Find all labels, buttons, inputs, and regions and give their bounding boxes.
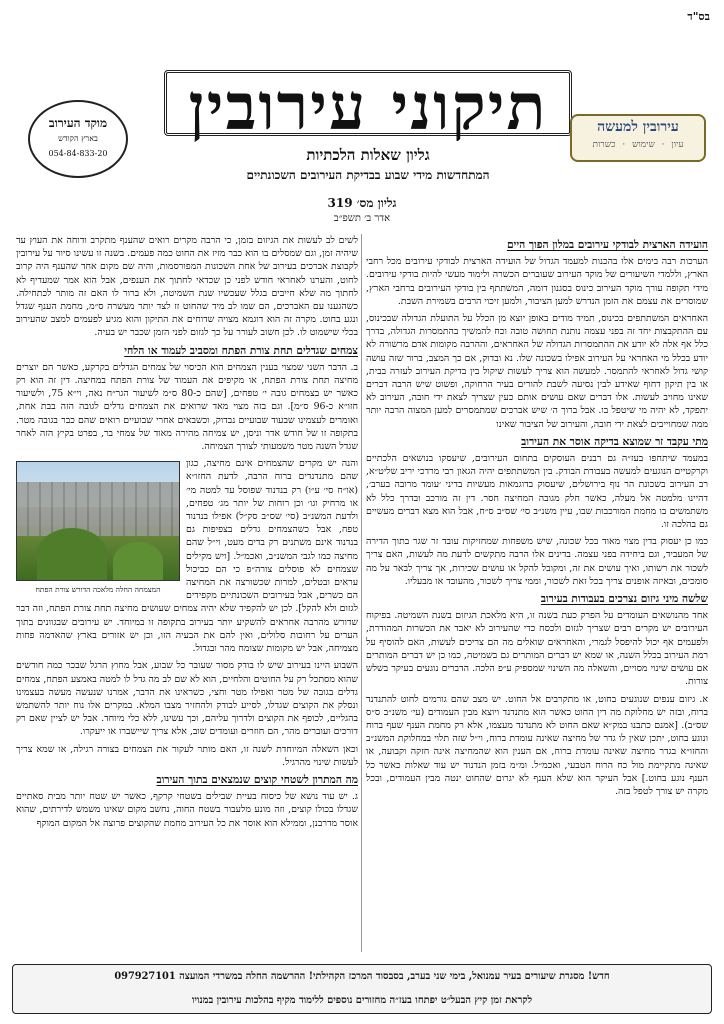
paragraph: ב. הדבר השני שמצוי בענין הצמחים הוא הכיסוי של צמחים הגדלים בקרקע, כאשר הם יוצרים מחיצה תחת צורת הפתח, או מקיפים את העמוד של צורת הפתח במחיצה. דין זה הוא רק כאשר יש בצמחים גובה י׳ טפחים, [שהם כ-80 ס״מ לשיעור הגר״ח נאה, וי״א 75, ולשיעור חזו״א כ-96 ס״מ]. וגם בזה מצוי מאד שרואים את הצמחים גדלים לגובה הזה בבת אחת, ואומרים לעצמינו שבעוד שבועיים נבדוק, וכשבאים אחרי שבועיים רואים שהם כבר בגובה מטר. בתקופה זו של חודש אדר וניסן, יש צמיחה מהירה מאוד של צמחי בר, בפרט בקיץ הזה לאחר שגדל השנה מטר משמעותי לצורך הצמיחה.	[16, 361, 358, 453]
photo-caption: המצמחה החלה מלאכה הדורש צורת הפתח	[35, 585, 161, 595]
section-heading: מתי עקבד זר שמוצא בדיקה אוסר את העירוב	[521, 435, 708, 448]
masthead	[8, 24, 716, 184]
paragraph: לשים לב לעשות את הגיזום בזמן, כי הרבה מקרים רואים שהענף מתקרב ודוחה את העוץ עד שיהיה זמן, וגם שמסלים בו הוא כבר מזיז את החוט כמה פעמים. בשנה זו עשינו סיור על עירובין לקבוצת אברכים בעירוב של אחת השכונות המפורסמות, והיה שם מקום אחד שהענף היה קרוב לחוט, והערנו לאחראי חודש לפני כן שכדאי לחתוך את הענפים, אבל הוא אמר שמעדיף לא לחתוך מה שלא חייבים בגלל שעכשיו שנת השמיטה, ולא ברור לו האם זה מותר לכתחילה. כשהגענו עם האברכים, הם שמו לב מיד שהחוט זז לצד יותר מעשרה ס״מ, מחמת הענף שגדל ונגע בחוט. מקרה זה הוא דוגמא מצויה שדוחים את התיקון והוא מגיע לפעמים למצב שהעירוב בכלי שישמוט לו. לכן חשוב לעורר על כך לגזום לפני הזמן שכבר יש בעיה.	[16, 235, 358, 339]
issue-info	[300, 196, 424, 224]
logo-right-subtitle: עיון · שימוש · כשרות	[592, 140, 684, 150]
fence-graphic	[17, 482, 179, 536]
title-banner	[164, 70, 572, 145]
subtitle: גליון שאלות הלכתיות	[306, 146, 430, 164]
paragraph: אחד מהנושאים העומדים על הפרק כעת בשנה זו, היא מלאכת הגיזום בשנת השמיטה. בפיקוח העירובים יש מקרים רבים שצריך לגזום ולכסח כדי שהעירוב לא יאבד את הכשרות המהודרת, ולפעמים אף יכול להיפסל לגמרי, והאחראים שואלים מה הם צריכים לעשות, האם להוסיף על רמת העירוב בכלל השנה, או שמא יש דברים המותרים גם בשמיטה, כמו כן יש דברים המותרים אם עושים שינוי מסויים, והשאלה מה השינוי שמספיק ע״פ הלכה. הדברים נוגעים בעיקר בשלש צורות.	[366, 610, 708, 688]
paragraph: הערכות רבה בימים אלו בהכנות למעמד הגדול של הועידה הארצית לבודקי עירובים מכל רחבי הארץ, וללמדי השיעורים של מוקד העירוב שעוברים הכשרה ולימוד מעשי להיות בודקי עירובים. מידי תקופה עורך מוקד העירוב כינוס בסגנון דומה, המשתתף בין בודקי העירובים ברחבי הארץ, שמוסרים את עצמם את הזמן הנדרש למען הציבור, ולמען זיכוי הרבים בשמירת השבת.	[366, 256, 708, 307]
paragraph: א. גיזום ענפים שנוגעים בחוט, או מתקרבים אל החוט. יש מצב שהם גורמים לחוט להתנדנד ברוח, ובזה יש מחלוקת מה דין החוט כאשר הוא מתנדנד ויוצא מבין העמודים (עי׳ משנ״ב ס״ס שס״ב). [אמנם כתבנו במק״א שאם החוט לא מתנדנד מעצמו, אלא רק מחמת הענף שעף ברוח ונוגע בחוט, יתכן שאין לו גדר של מחיצה שאינה עומדת ברוח, וי״ל שזה תלוי במחלוקת המשנ״ב והחזו״א בגדר מחיצה שאינה עומדת ברוח, אם הענין הוא שהמחיצה אינה חזקה וקבועה, או שאינה מתקיימת מול כח הרוח הטבעי, ואכמ״ל. ומ״מ בזמן הנדנוד יש עוד שאלות כאשר כל הענף נוגע בחוט.] אבל העיקר הוא שלא הענף לא יגרום שהחוט ינטה מבין העמודים, ובכל מקרה יש צורך לטפל בזה.	[366, 693, 708, 797]
eruv-photo	[16, 461, 180, 581]
stamp-subtitle: בארץ הקודש	[58, 134, 98, 143]
paragraph: כמו כן יעסוק בדין מצוי מאוד בכל שכונה, שיש משפחות שמחזיקות עובד זר שגר בתוך הדירה של המעביד, וגם ביחידה בפני עצמה. בדינים אלו הרבה מתקשים לדעת מה לעשות, האם צריך לשכור את רשותו, ואיך עושים את זה, ומקובל להקל או עושים שכירות, אך צריך לבאר על מה סומכים, ובאיזה אופנים צריך בכל זאת לשכור, וממי צריך לשכור, מהעובד או מבעליו.	[366, 536, 708, 587]
section-heading: מה המתרון לשטחי קוצים שנמצאים בתוך העירוב	[156, 773, 358, 786]
logo-right-title: עירובין למעשה	[597, 119, 679, 135]
column-divider	[361, 234, 362, 952]
footer-line-2: לקראת זמן קיץ הבעל״ט יפתחו בעז״ה מחזורים נוספים ללימוד מקיף בהלכות עירובין במנויו	[191, 995, 533, 1006]
right-column	[366, 234, 708, 952]
bush-graphic	[37, 528, 107, 580]
moked-haeruv-stamp	[28, 100, 128, 178]
stamp-phone: 054-84-833-20	[48, 149, 108, 158]
stamp-title: מוקד העירוב	[48, 116, 108, 130]
photo-figure	[16, 461, 180, 597]
page-title: תיקוני עירובין	[188, 70, 548, 145]
bsd-mark: בס"ד	[687, 10, 710, 23]
paragraph: וכאן השאלה המיוחדת לשנה זו, האם מותר לעקור את הצמחים בצורה רגילה, או שמא צריך לעשות שינוי מהרגיל.	[16, 743, 358, 768]
paragraph: והנה יש מקרים שהצמחים אינם מחיצה, כגון שהם מתנדנדים ברוח הרבה, לדעת החזו״א (או״ח סי׳ ע״ו) רק בנדנוד שפוסל עד למטה מי׳ או מרחיק וגו׳ וכן רוחות של יותר מג׳ טפחים, ולדעת המשנ״ב (סי׳ שס״ב סק״ל) אפילו בנדנוד טפח, אבל כשהצמחים גדלים בצפיפות גם בנדנוד אינם משתנים רק בדים מעט, וי״ל שהם מחיצה כמו לגבי המשנ״ב, ואכמ״ל. [ויש מקילים שצמחים לא פוסלים צורה״פ כי הם כביכול עראים ובטלים, למרות שכשורצה את המחיצה הם כשרים, אבל בעירובים השכונתיים מקפידים לגזום ולא להקל]. לכן יש להקפיד שלא יהיה צמחים שעושים מחיצה תחת צורת הפתח, וזה דבר שדורש מהרבה אחראים להשקיע יותר בעירוב בתקופה זו במיוחד. יש עירובים שבגוונים בתוך הערים על רחובות סלולים, ואין להם את הבעיה הזו, וכן יש אזורים בארץ שהאדמה פחות מצמיחה, אבל יש מקומות שצומח מהר ובגדול.	[16, 458, 358, 655]
footer-notice	[12, 964, 712, 1014]
eruvin-lemaase-logo	[570, 114, 706, 162]
section-heading: שלשה מיני גיזום נצרכים בעבודות בעירוב	[540, 593, 708, 606]
footer-line-1: חדש! מסגרת שיעורים בעיר עמנואל, בימי שני בערב, בסבסוד המרכז הקהילתי! ההרשמה החלה במשרדי המועצה 097927101	[114, 971, 610, 982]
section-heading: צמחים שגדלים תחת צורת הפתח ומסביב לעמוד או הלחי	[124, 344, 358, 357]
issue-number: גליון מס׳ 319	[327, 196, 397, 210]
paragraph: האחראים המשתתפים בכינוס, תמיד מודים באופן יוצא מן הכלל על התועלת הגדולה שבכינוס, עם ההתקבצות יחד זה בפני עצמה נותנת תחושה טובה וכח להמשיך בהתמסרות הגדולה, בדרך כלל אף אלה לא יודע את ההתמסרות הגדולה של האחראים, וההרבה מקומות אדם מרשורה לא יודע בכלל מי האחראי על העירוב אפילו בשכונה שלו. נא ובדוק, אם כך המצב, ברור שזה עושה קושי גדול לאחראי להתמסר. למעשה הוא צריך לעשות שיקול בין בדיקת העירוב לעזרה בבית, או בין תיקון דחוף שאידע לבין נסיעה לשבת להורים בעיר הרחוקה, ופשוט שיש הרבה דברים שאינו מחויב לעשות. אלו דברים שאם עושים אותם כעין שצריך לצאת ידי חובה, העירוב לא יתפקד, לא יהיה מי שיטפל בו. אבל ברוך ה׳ שיש אברכים שמתמסרים למען המצוה הרבה יותר ממה שמחוייבים לצאת ידי חובה, והעירוב של הציבור שאינו	[366, 313, 708, 430]
paragraph: ג. יש עוד נושא של כיסוח בעיית שבילים בשטחי קרקף, כאשר יש שטח יותר מבית סאתיים שגדלו בכולו קוצים, וזה מונע מלעבור בשטח החוה, נחשב מקום שאינו משמש לדירתים, שהוא אוסר מדרבנן, וממילא הוא אוסר את כל העירוב מחמת שהקוצים פרוצה אל המקום המוקף	[16, 791, 358, 829]
subtitle-secondary: המתחדשות מידי שבוע בבדיקת העירובים השכונתיים	[246, 168, 490, 182]
section-heading: הועידה הארצית לבודקי עירובים במלון הפוך היים	[506, 239, 708, 251]
paragraph: במעמד שיתחפו בעז״ה גם רבנים העוסקים בתחום העירובים, שיעסקו בנושאים הלכתיים וקרקטיים הנוגעים למעשה בעבודת הבודק. בין המשתתפים יהיה הגאון רבי מרדכי יריב שליט״א, רב העירוב בשכונת הר נוף בירושלים, שיעסוק בדוגמאות מעשיות בדיני ׳עומד מרובה בערב׳, דהיינו מלמטה אל מעלה, כאשר חלק מגובה המחיצה חסר. דין זה מורכב ובדרך כלל לא משתמשים בו מחמת המורכבות שבו, עיין משנ״ב סי׳ שס״ב ס״ח, אבל הוא מצא דברים מעשיים גם בהלכה זו.	[366, 453, 708, 531]
issue-date: אדר ב׳ תשפ״ב	[333, 213, 391, 224]
paragraph: השבוע היינו בעירוב שיש לו בודק מסור שעובר כל שבוע, אבל מחוץ הרגל שבכר כמה חודשים שהוא מסתכל רק על החוטים והלחיים, הוא לא שם לב מה גדל לו למטה באמצע הפתח, צמחים גדלים בגובה של מטר ואפילו מטר וחצי, כשראינו את הדבר, אמרנו שנעשה מעשה בעצמינו ונסלק את הקוצים שגדלו, לסייע לבודק ולהחזיר מצבו המלא. במקרים אלו נוח יותר להשתמש בהגליים, לכופף את הקוצים ולדרוך עליהם, וכך עשינו, ללא כלי מיוחד. אבל יש לציין שאם רק דורכים ועוברים מהר, הם חוזרים ועומדים שוב, אלא צריך שיישברו או ייעקרו.	[16, 660, 358, 738]
left-column	[16, 234, 358, 952]
bush-graphic	[113, 542, 163, 580]
